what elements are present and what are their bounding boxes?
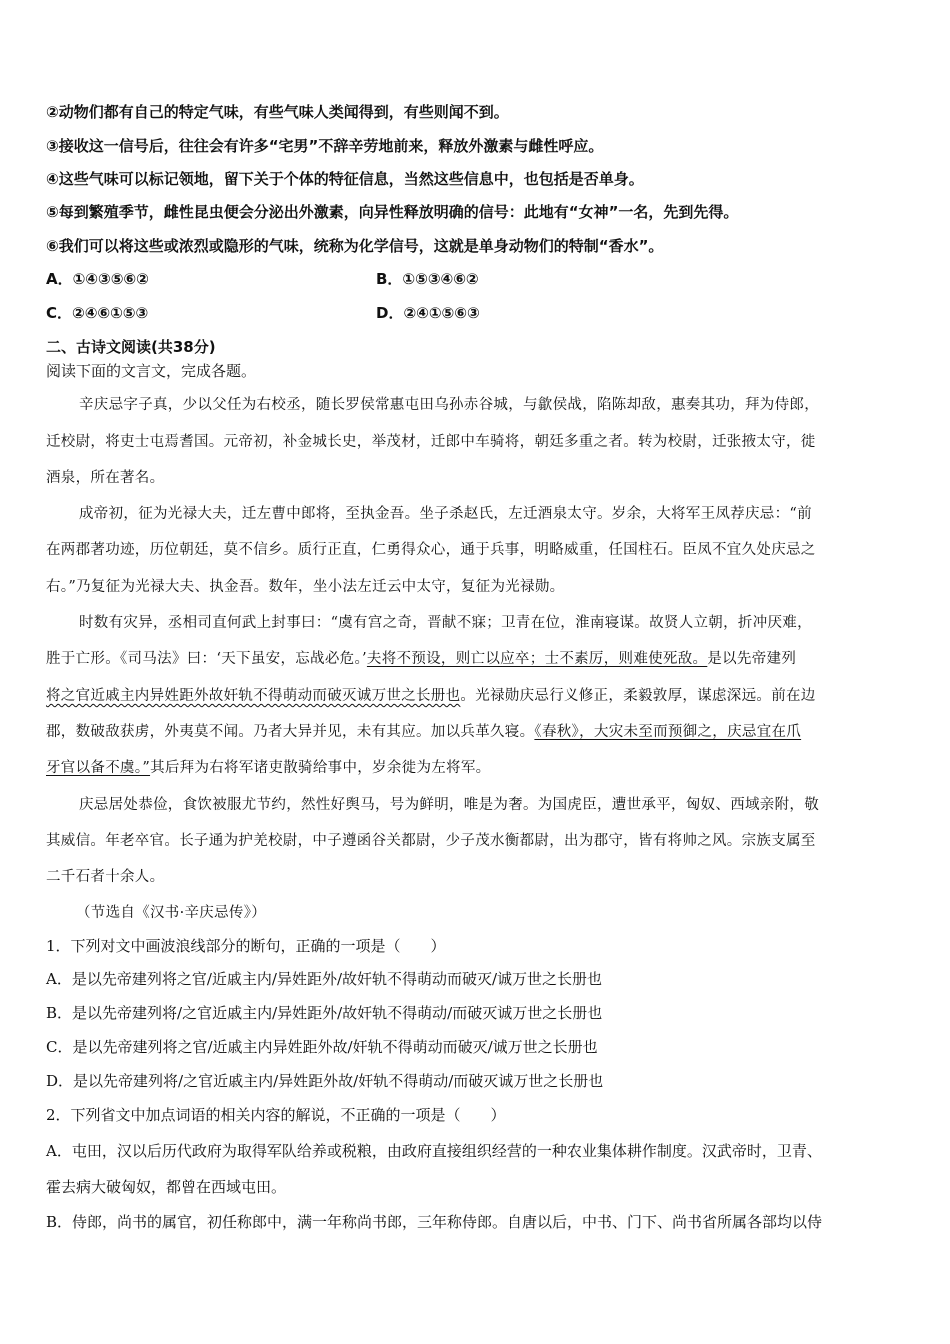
question-2-option-a-line1[interactable]: A．屯田，汉以后历代政府为取得军队给养或税粮，由政府直接组织经营的一种农业集体耕作制度。汉武帝时，卫青、 <box>46 1142 822 1160</box>
passage-p3-line4 <box>46 722 906 742</box>
question-2-option-b-line1[interactable]: B．侍郎，尚书的属官，初任称郎中，满一年称尚书郎，三年称侍郎。自唐以后，中书、门下、尚书省所属各部均以侍 <box>46 1213 823 1231</box>
sentence-4: ④这些气味可以标记领地，留下关于个体的特征信息，当然这些信息中，也包括是否单身。 <box>46 170 644 188</box>
passage-p2-line2: 在两郡著功迹，历位朝廷，莫不信乡。质行正直，仁勇得众心，通于兵事，明略威重，任国柱石。臣凤不宜久处庆忌之 <box>46 542 816 558</box>
question-2-option-a-line2[interactable]: 霍去病大破匈奴，都曾在西域屯田。 <box>46 1178 287 1196</box>
passage-text: 其后拜为右将军诸吏散骑给事中，岁余徙为左将军。 <box>150 760 491 776</box>
passage-text: 郡，数破敌获虏，外夷莫不闻。乃者大异并见，未有其应。加以兵革久寝。 <box>46 724 535 740</box>
question-1-stem: 1．下列对文中画波浪线部分的断句，正确的一项是（ ） <box>46 937 446 955</box>
question-1-option-a[interactable]: A．是以先帝建列将之官/近戚主内/异姓距外/故奸轨不得萌动而破灭/诚万世之长册也 <box>46 970 603 988</box>
sentence-6: ⑥我们可以将这些或浓烈或隐形的气味，统称为化学信号，这就是单身动物们的特制“香水”。 <box>46 237 664 255</box>
passage-p1-line3: 酒泉，所在著名。 <box>46 470 165 486</box>
question-1-option-c[interactable]: C．是以先帝建列将之官/近戚主内异姓距外故/奸轨不得萌动而破灭/诚万世之长册也 <box>46 1038 598 1056</box>
passage-p4-line2: 其威信。年老卒官。长子通为护羌校尉，中子遵函谷关都尉，少子茂水衡都尉，出为郡守，皆有将帅之风。宗族支属至 <box>46 833 816 849</box>
question-2-stem: 2．下列省文中加点词语的相关内容的解说，不正确的一项是（ ） <box>46 1106 506 1124</box>
passage-p2-line3: 右。”乃复征为光禄大夫、执金吾。数年，坐小法左迁云中太守，复征为光禄勋。 <box>46 579 565 595</box>
sentence-3: ③接收这一信号后，往往会有许多“宅男”不辞辛劳地前来，释放外激素与雌性呼应。 <box>46 137 604 155</box>
passage-text: 。光禄勋庆忌行义修正，柔毅敦厚，谋虑深远。前在边 <box>460 688 816 704</box>
passage-p2-line1: 成帝初，征为光禄大夫，迁左曹中郎将，至执金吾。坐子杀赵氏，左迁酒泉太守。岁余，大将军王凤荐庆忌：“前 <box>79 506 812 522</box>
underlined-sentence: 夫将不预设，则亡以应卒；士不素厉，则难使死敌。 <box>366 651 708 667</box>
order-option-d[interactable]: D．②④①⑤⑥③ <box>376 304 480 322</box>
passage-p4-line3: 二千石者十余人。 <box>46 869 165 885</box>
question-1-option-b[interactable]: B．是以先帝建列将/之官近戚主内/异姓距外/故奸轨不得萌动/而破灭诚万世之长册也 <box>46 1004 603 1022</box>
underlined-sentence: 牙官以备不虞。” <box>46 760 151 776</box>
passage-p3-line2 <box>46 649 906 669</box>
section-title: 二、古诗文阅读(共38分) <box>46 338 216 356</box>
wavy-underlined-sentence: 将之官近戚主内异姓距外故奸轨不得萌动而破灭诚万世之长册也 <box>46 688 461 704</box>
passage-text: 胜于亡形。《司马法》曰：‘天下虽安，忘战必危。’ <box>46 651 367 667</box>
passage-p3-line5 <box>46 758 906 778</box>
section-instruction: 阅读下面的文言文，完成各题。 <box>46 362 257 380</box>
passage-p3-line3 <box>46 686 906 706</box>
order-option-b[interactable]: B．①⑤③④⑥② <box>376 270 479 288</box>
order-option-a[interactable]: A．①④③⑤⑥② <box>46 270 149 288</box>
order-option-c[interactable]: C．②④⑥①⑤③ <box>46 304 149 322</box>
passage-p1-line1: 辛庆忌字子真，少以父任为右校丞，随长罗侯常惠屯田乌孙赤谷城，与歙侯战，陷陈却敌，惠奏其功，拜为侍郎， <box>79 397 819 413</box>
passage-p3-line1: 时数有灾异，丞相司直何武上封事曰：“虞有宫之奇，晋献不寐；卫青在位，淮南寝谋。故贤人立朝，折冲厌难， <box>79 615 812 631</box>
sentence-2: ②动物们都有自己的特定气味，有些气味人类闻得到，有些则闻不到。 <box>46 103 509 121</box>
underlined-sentence: 《春秋》，大灾未至而预御之，庆忌宜在爪 <box>534 724 802 740</box>
passage-p4-line1: 庆忌居处恭俭，食饮被服尤节约，然性好舆马，号为鲜明，唯是为奢。为国虎臣，遭世承平，匈奴、西域亲附，敬 <box>79 797 819 813</box>
question-1-option-d[interactable]: D．是以先帝建列将/之官近戚主内/异姓距外故/奸轨不得萌动/而破灭诚万世之长册也 <box>46 1072 604 1090</box>
passage-text: 是以先帝建列 <box>707 651 797 667</box>
passage-p1-line2: 迁校尉，将吏士屯焉耆国。元帝初，补金城长史，举茂材，迁郎中车骑将，朝廷多重之者。转为校尉，迁张掖太守，徙 <box>46 434 816 450</box>
passage-source: （节选自《汉书·辛庆忌传》） <box>76 905 267 921</box>
sentence-5: ⑤每到繁殖季节，雌性昆虫便会分泌出外激素，向异性释放明确的信号：此地有“女神”一名，先到先得。 <box>46 203 739 221</box>
